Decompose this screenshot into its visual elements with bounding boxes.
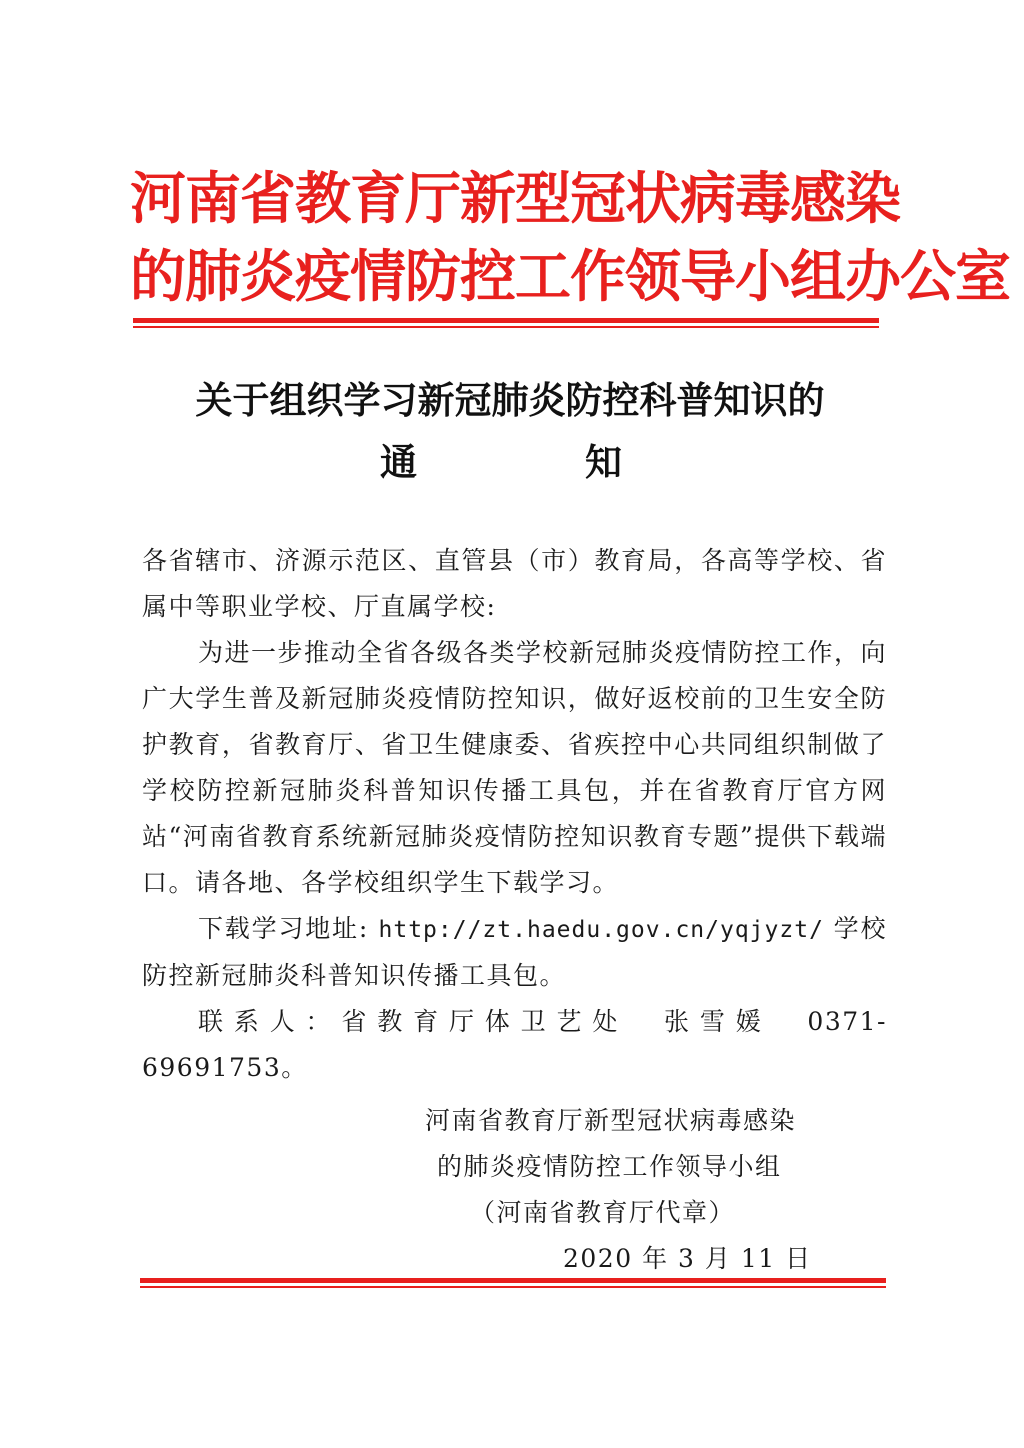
paragraph-1: 为进一步推动全省各级各类学校新冠肺炎疫情防控工作，向广大学生普及新冠肺炎疫情防控知识，做好返校前的卫生安全防护教育，省教育厅、省卫生健康委、省疾控中心共同组织制做了学校防控新冠肺炎科普知识传播工具包，并在省教育厅官方网站“河南省教育系统新冠肺炎疫情防控知识教育专题”提供下载端口。请各地、各学校组织学生下载学习。 bbox=[142, 638, 888, 897]
notice-body bbox=[142, 538, 887, 1091]
issuer-line-2: 的肺炎疫情防控工作领导小组办公室 bbox=[130, 244, 1010, 310]
download-suffix: 学校防控新冠肺炎科普知识传播工具包。 bbox=[142, 914, 887, 990]
title-char-zhi: 知 bbox=[585, 440, 622, 484]
notice-title-line-1: 关于组织学习新冠肺炎防控科普知识的 bbox=[195, 378, 825, 422]
issuer-line-1: 河南省教育厅新型冠状病毒感染 bbox=[130, 166, 900, 232]
header-rule-thin bbox=[133, 326, 879, 328]
signature-date: 2020 年 3 月 11 日 bbox=[563, 1244, 812, 1273]
download-url[interactable]: http://zt.haedu.gov.cn/yqjyzt/ bbox=[378, 917, 824, 943]
footer-rule-thin bbox=[140, 1286, 886, 1288]
header-rule-thick bbox=[133, 318, 879, 323]
issuer-header bbox=[130, 160, 1010, 316]
contact-line: 联系人：省教育厅体卫艺处 张雪媛 0371-69691753。 bbox=[142, 1007, 887, 1082]
title-char-tong: 通 bbox=[380, 440, 417, 484]
signature-line-1: 河南省教育厅新型冠状病毒感染 bbox=[425, 1106, 797, 1135]
download-prefix: 下载学习地址: bbox=[198, 914, 369, 943]
notice-title-line-2 bbox=[380, 432, 640, 486]
download-paragraph bbox=[142, 906, 887, 999]
recipients: 各省辖市、济源示范区、直管县（市）教育局，各高等学校、省属中等职业学校、厅直属学校: bbox=[142, 546, 887, 621]
footer-rule-thick bbox=[140, 1278, 886, 1283]
signature-line-3: （河南省教育厅代章） bbox=[470, 1198, 736, 1227]
signature-line-2: 的肺炎疫情防控工作领导小组 bbox=[437, 1152, 782, 1181]
